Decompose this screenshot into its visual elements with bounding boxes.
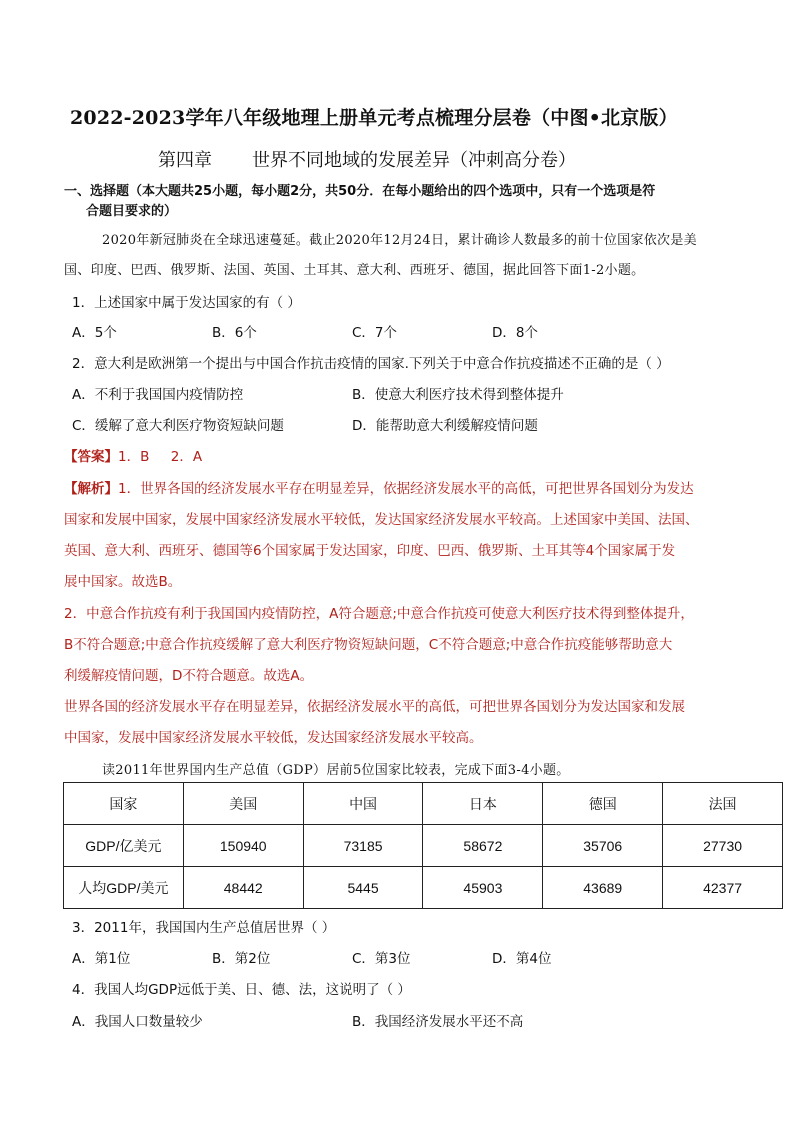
table-cell: 43689 [543, 867, 663, 909]
q1-option-a: A．5个 [72, 325, 117, 341]
table-header-cell: 国家 [64, 783, 184, 825]
table-cell: 45903 [423, 867, 543, 909]
table-cell: 人均GDP/美元 [64, 867, 184, 909]
analysis-label: 【解析】 [64, 481, 118, 497]
table-cell: 35706 [543, 825, 663, 867]
q1-option-b: B．6个 [212, 325, 257, 341]
q1-option-c: C．7个 [352, 325, 398, 341]
analysis-p1-line1: 1．世界各国的经济发展水平存在明显差异，依据经济发展水平的高低，可把世界各国划分为发达 [118, 481, 694, 497]
question-4-stem: 4．我国人均GDP远低于美、日、德、法，这说明了（ ） [72, 982, 411, 998]
table-cell: 27730 [663, 825, 783, 867]
section-heading-cont: 合题目要求的） [86, 204, 178, 219]
table-cell: 42377 [663, 867, 783, 909]
q2-option-c: C．缓解了意大利医疗物资短缺问题 [72, 418, 284, 434]
q3-option-d: D．第4位 [492, 951, 552, 967]
table-cell: 58672 [423, 825, 543, 867]
q2-option-a: A．不利于我国国内疫情防控 [72, 387, 244, 403]
document-title: 2022-2023学年八年级地理上册单元考点梳理分层卷（中图•北京版） [70, 107, 678, 129]
table-cell: 73185 [303, 825, 423, 867]
analysis-p1-line4: 展中国家。故选B。 [64, 574, 182, 590]
answer-label: 【答案】 [64, 449, 118, 465]
analysis-p3-line1: 世界各国的经济发展水平存在明显差异，依据经济发展水平的高低，可把世界各国划分为发达国家和发展 [64, 699, 685, 715]
analysis-p2-line3: 利缓解疫情问题，D不符合题意。故选A。 [64, 668, 314, 684]
table-cell: 150940 [183, 825, 303, 867]
material-text: 2020年新冠肺炎在全球迅速蔓延。截止2020年12月24日，累计确诊人数最多的前十位国家依次是美 [102, 233, 697, 248]
q1-option-d: D．8个 [492, 325, 538, 341]
answer-text: 1．B 2．A [118, 449, 203, 465]
chapter-title: 世界不同地域的发展差异（冲刺高分卷） [252, 150, 576, 171]
table-cell: GDP/亿美元 [64, 825, 184, 867]
question-1-stem: 1．上述国家中属于发达国家的有（ ） [72, 295, 301, 311]
q4-option-b: B．我国经济发展水平还不高 [352, 1014, 524, 1030]
question-2-stem: 2．意大利是欧洲第一个提出与中国合作抗击疫情的国家.下列关于中意合作抗疫描述不正确的是（ ） [72, 356, 670, 372]
q3-option-a: A．第1位 [72, 951, 131, 967]
gdp-comparison-table [63, 782, 783, 909]
table-cell: 5445 [303, 867, 423, 909]
table-row [64, 867, 783, 909]
table-header-cell: 日本 [423, 783, 543, 825]
analysis-p1-line2: 国家和发展中国家，发展中国家经济发展水平较低，发达国家经济发展水平较高。上述国家中美国、法国、 [64, 512, 699, 528]
q3-option-c: C．第3位 [352, 951, 411, 967]
question-3-stem: 3．2011年，我国国内生产总值居世界（ ） [72, 920, 336, 936]
table-row [64, 825, 783, 867]
q3-option-b: B．第2位 [212, 951, 271, 967]
table-cell: 48442 [183, 867, 303, 909]
table-header-row [64, 783, 783, 825]
material-2-text: 读2011年世界国内生产总值（GDP）居前5位国家比较表，完成下面3-4小题。 [102, 763, 570, 778]
section-heading: 一、选择题（本大题共25小题，每小题2分，共50分．在每小题给出的四个选项中，只有一个选项是符 [64, 184, 656, 199]
q2-option-d: D．能帮助意大利缓解疫情问题 [352, 418, 538, 434]
answer-line [64, 445, 202, 465]
material-text-cont: 国、印度、巴西、俄罗斯、法国、英国、土耳其、意大利、西班牙、德国，据此回答下面1-2小题。 [64, 263, 645, 278]
table-header-cell: 中国 [303, 783, 423, 825]
table-header-cell: 德国 [543, 783, 663, 825]
table-header-cell: 美国 [183, 783, 303, 825]
q4-option-a: A．我国人口数量较少 [72, 1014, 203, 1030]
analysis-p1-line3: 英国、意大利、西班牙、德国等6个国家属于发达国家，印度、巴西、俄罗斯、土耳其等4个国家属于发 [64, 543, 676, 559]
q2-option-b: B．使意大利医疗技术得到整体提升 [352, 387, 564, 403]
chapter-number: 第四章 [158, 150, 212, 171]
analysis-p3-line2: 中国家，发展中国家经济发展水平较低，发达国家经济发展水平较高。 [64, 730, 483, 746]
analysis-p2-line1: 2．中意合作抗疫有利于我国国内疫情防控，A符合题意;中意合作抗疫可使意大利医疗技术得到整体提升， [64, 606, 694, 622]
analysis-line-1 [64, 477, 694, 497]
table-header-cell: 法国 [663, 783, 783, 825]
analysis-p2-line2: B不符合题意;中意合作抗疫缓解了意大利医疗物资短缺问题，C不符合题意;中意合作抗疫能够帮助意大 [64, 637, 673, 653]
